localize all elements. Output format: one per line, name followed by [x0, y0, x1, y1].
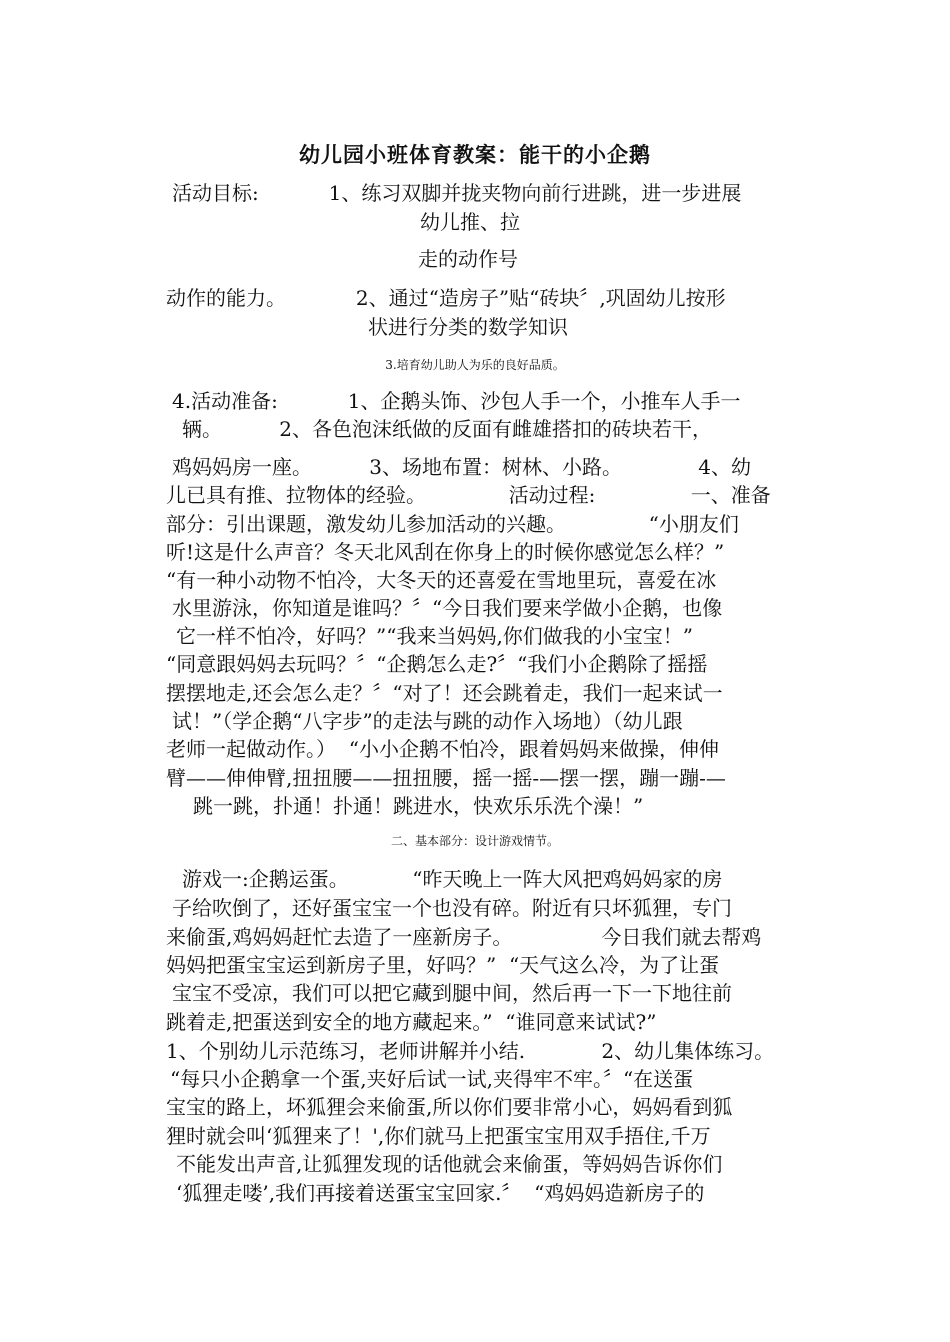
text-line: 它一样不怕冷，好吗？”“我来当妈妈,你们做我的小宝宝！” [176, 624, 694, 648]
text-line: 摆摆地走,还会怎么走？〞“对了！还会跳着走，我们一起来试一 [166, 681, 723, 705]
text-line: 来偷蛋,鸡妈妈赶忙去造了一座新房子。 今日我们就去帮鸡 [166, 925, 762, 949]
document-title: 幼儿园小班体育教案：能干的小企鹅 [299, 143, 651, 167]
text-line: 部分：引出课题，激发幼儿参加活动的兴趣。 “小朋友们 [166, 512, 739, 536]
text-line: “有一种小动物不怕冷，大冬天的还喜爱在雪地里玩，喜爱在冰 [166, 568, 717, 592]
text-line: 1、个别幼儿示范练习，老师讲解并小结. 2、幼儿集体练习。 [166, 1039, 775, 1063]
text-line: 跳着走,把蛋送到安全的地方藏起来。” “谁同意来试试?” [166, 1010, 657, 1034]
text-line: 水里游泳，你知道是谁吗？〞“今日我们要来学做小企鹅，也像 [172, 596, 723, 620]
text-line: 试！”（学企鹅“八字步”的走法与跳的动作入场地）（幼儿跟 [172, 709, 683, 733]
text-line: 听!这是什么声音？冬天北风刮在你身上的时候你感觉怎么样？” [166, 540, 725, 564]
text-line: 辆。 2、各色泡沫纸做的反面有雌雄搭扣的砖块若干， [182, 417, 712, 441]
text-line: “同意跟妈妈去玩吗？〞“企鹅怎么走?〞“我们小企鹅除了摇摇 [166, 652, 708, 676]
text-line: 动作的能力。 2、通过“造房子”贴“砖块〞,巩固幼儿按形 [166, 286, 726, 310]
text-line: 跳一跳，扑通！扑通！跳进水，快欢乐乐洗个澡！” [193, 794, 644, 818]
text-line: 3.培育幼儿助人为乐的良好品质。 [385, 358, 565, 372]
text-line: ‘狐狸走喽’,我们再接着送蛋宝宝回家.〞 “鸡妈妈造新房子的 [176, 1181, 705, 1205]
text-line: 宝宝的路上，坏狐狸会来偷蛋,所以你们要非常小心，妈妈看到狐 [166, 1095, 733, 1119]
text-line: 走的动作号 [418, 247, 518, 271]
text-line: 妈妈把蛋宝宝运到新房子里，好吗？” “天气这么冷，为了让蛋 [166, 953, 720, 977]
text-line: 幼儿推、拉 [420, 210, 520, 234]
text-line: 臂——伸伸臂,扭扭腰——扭扭腰，摇一摇-—摆一摆，蹦一蹦-— [166, 766, 726, 790]
text-line: 4.活动准备: 1、企鹅头饰、沙包人手一个，小推车人手一 [172, 389, 741, 413]
text-line: 老师一起做动作。） “小小企鹅不怕冷，跟着妈妈来做操，伸伸 [166, 737, 719, 761]
text-line: 活动目标: 1、练习双脚并拢夹物向前行进跳，进一步进展 [172, 181, 742, 205]
text-line: 子给吹倒了，还好蛋宝宝一个也没有碎。附近有只坏狐狸，专门 [172, 896, 732, 920]
text-line: 儿已具有推、拉物体的经验。 活动过程: 一、准备 [166, 483, 771, 507]
text-line: 游戏一:企鹅运蛋。 “昨天晚上一阵大风把鸡妈妈家的房 [182, 867, 723, 891]
text-line: 鸡妈妈房一座。 3、场地布置：树林、小路。 4、幼 [172, 455, 751, 479]
text-line: 二、基本部分：设计游戏情节。 [390, 834, 559, 848]
text-line: “每只小企鹅拿一个蛋,夹好后试一试,夹得牢不牢。〞“在送蛋 [170, 1067, 694, 1091]
text-line: 狸时就会叫‘狐狸来了！',你们就马上把蛋宝宝用双手捂住,千万 [166, 1124, 711, 1148]
text-line: 宝宝不受凉，我们可以把它藏到腿中间，然后再一下一下地往前 [172, 981, 732, 1005]
text-line: 状进行分类的数学知识 [368, 315, 568, 339]
text-line: 不能发出声音,让狐狸发现的话他就会来偷蛋，等妈妈告诉你们 [176, 1152, 723, 1176]
